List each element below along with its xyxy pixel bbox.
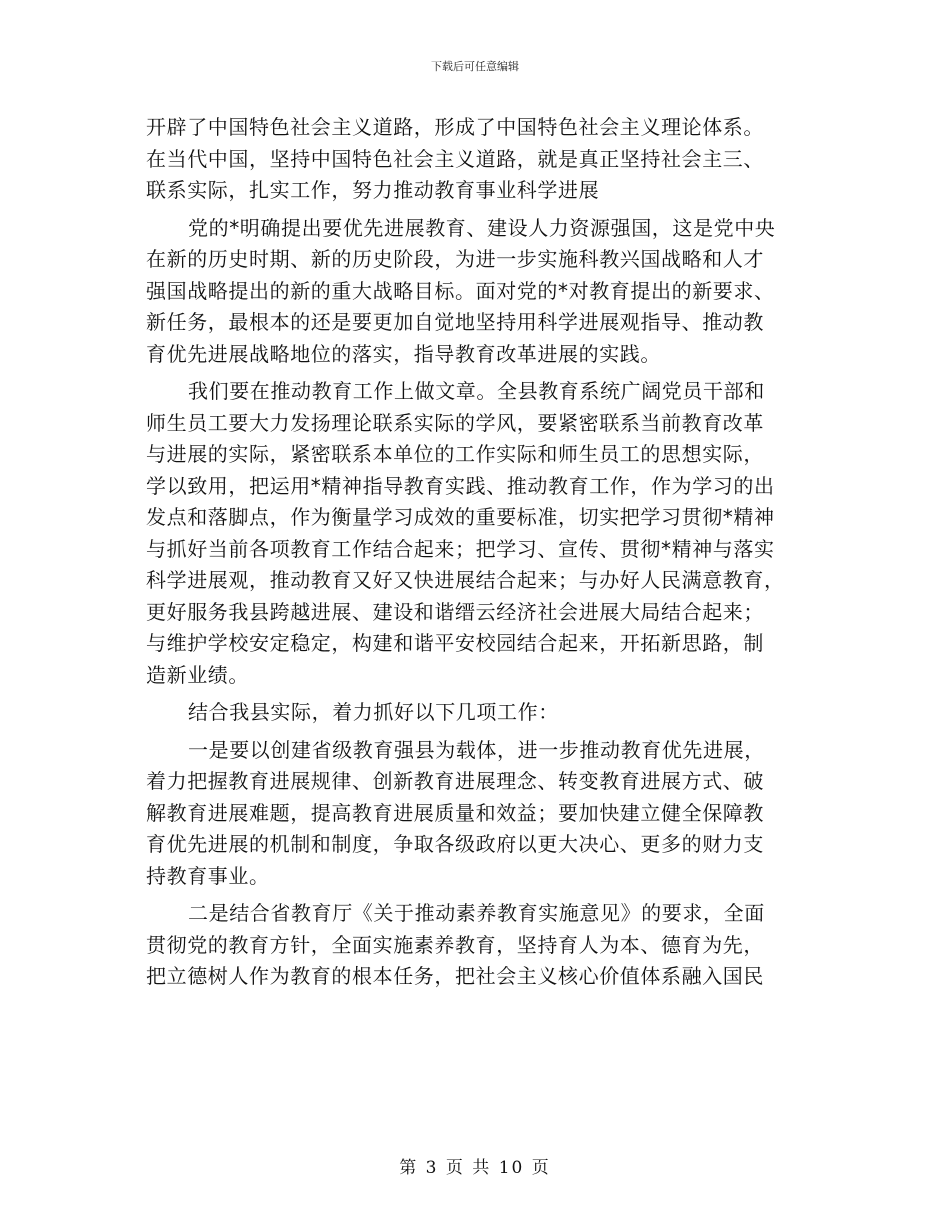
text-line: 师生员工要大力发扬理论联系实际的学风，要紧密联系当前教育改革: [146, 410, 764, 435]
header-note: 下载后可任意编辑: [431, 60, 519, 73]
text-line: 学以致用，把运用*精神指导教育实践、推动教育工作，作为学习的出: [146, 473, 775, 498]
text-line: 结合我县实际，着力抓好以下几项工作：: [188, 700, 559, 724]
text-line: 科学进展观，推动教育又好又快进展结合起来；与办好人民满意教育，: [146, 568, 785, 592]
body-text: [146, 112, 806, 993]
text-line: 二是结合省教育厅《关于推动素养教育实施意见》的要求，全面: [188, 901, 765, 925]
text-line: 着力把握教育进展规律、创新教育进展理念、转变教育进展方式、破: [146, 769, 764, 793]
text-line: 发点和落脚点，作为衡量学习成效的重要标准，切实把学习贯彻*精神: [146, 505, 775, 529]
paragraph-4: [146, 697, 806, 729]
text-line: 一是要以创建省级教育强县为载体，进一步推动教育优先进展，: [188, 737, 765, 762]
text-line: 育优先进展战略地位的落实，指导教育改革进展的实践。: [146, 341, 661, 366]
text-line: 强国战略提出的新的重大战略目标。面对党的*对教育提出的新要求、: [146, 278, 775, 303]
paragraph-3: [146, 376, 806, 691]
text-line: 党的*明确提出要优先进展教育、建设人力资源强国，这是党中央: [188, 215, 776, 240]
page-number: 第 3 页 共 10 页: [399, 1158, 551, 1178]
text-line: 与维护学校安定稳定，构建和谐平安校园结合起来，开拓新思路，制: [146, 631, 764, 655]
text-line: 在当代中国，坚持中国特色社会主义道路，就是真正坚持社会主三、: [146, 146, 764, 171]
text-line: 与进展的实际，紧密联系本单位的工作实际和师生员工的思想实际，: [146, 442, 764, 466]
text-line: 新任务，最根本的还是要更加自觉地坚持用科学进展观指导、推动教: [146, 310, 764, 334]
text-line: 把立德树人作为教育的根本任务，把社会主义核心价值体系融入国民: [146, 964, 764, 988]
text-line: 我们要在推动教育工作上做文章。全县教育系统广阔党员干部和: [188, 379, 765, 403]
text-line: 联系实际，扎实工作，努力推动教育事业科学进展: [146, 178, 600, 202]
text-line: 造新业绩。: [146, 662, 249, 687]
text-line: 育优先进展的机制和制度，争取各级政府以更大决心、更多的财力支: [146, 832, 764, 856]
text-line: 持教育事业。: [146, 863, 270, 888]
paragraph-1: [146, 112, 806, 207]
text-line: 贯彻党的教育方针，全面实施素养教育，坚持育人为本、德育为先，: [146, 932, 764, 957]
paragraph-2: [146, 213, 806, 371]
text-line: 解教育进展难题，提高教育进展质量和效益；要加快建立健全保障教: [146, 800, 764, 825]
paragraph-6: [146, 898, 806, 993]
text-line: 更好服务我县跨越进展、建设和谐缙云经济社会进展大局结合起来；: [146, 599, 764, 624]
paragraph-5: [146, 735, 806, 893]
text-line: 与抓好当前各项教育工作结合起来；把学习、宣传、贯彻*精神与落实: [146, 536, 775, 561]
text-line: 开辟了中国特色社会主义道路，形成了中国特色社会主义理论体系。: [146, 115, 764, 139]
text-line: 在新的历史时期、新的历史阶段，为进一步实施科教兴国战略和人才: [146, 247, 764, 271]
